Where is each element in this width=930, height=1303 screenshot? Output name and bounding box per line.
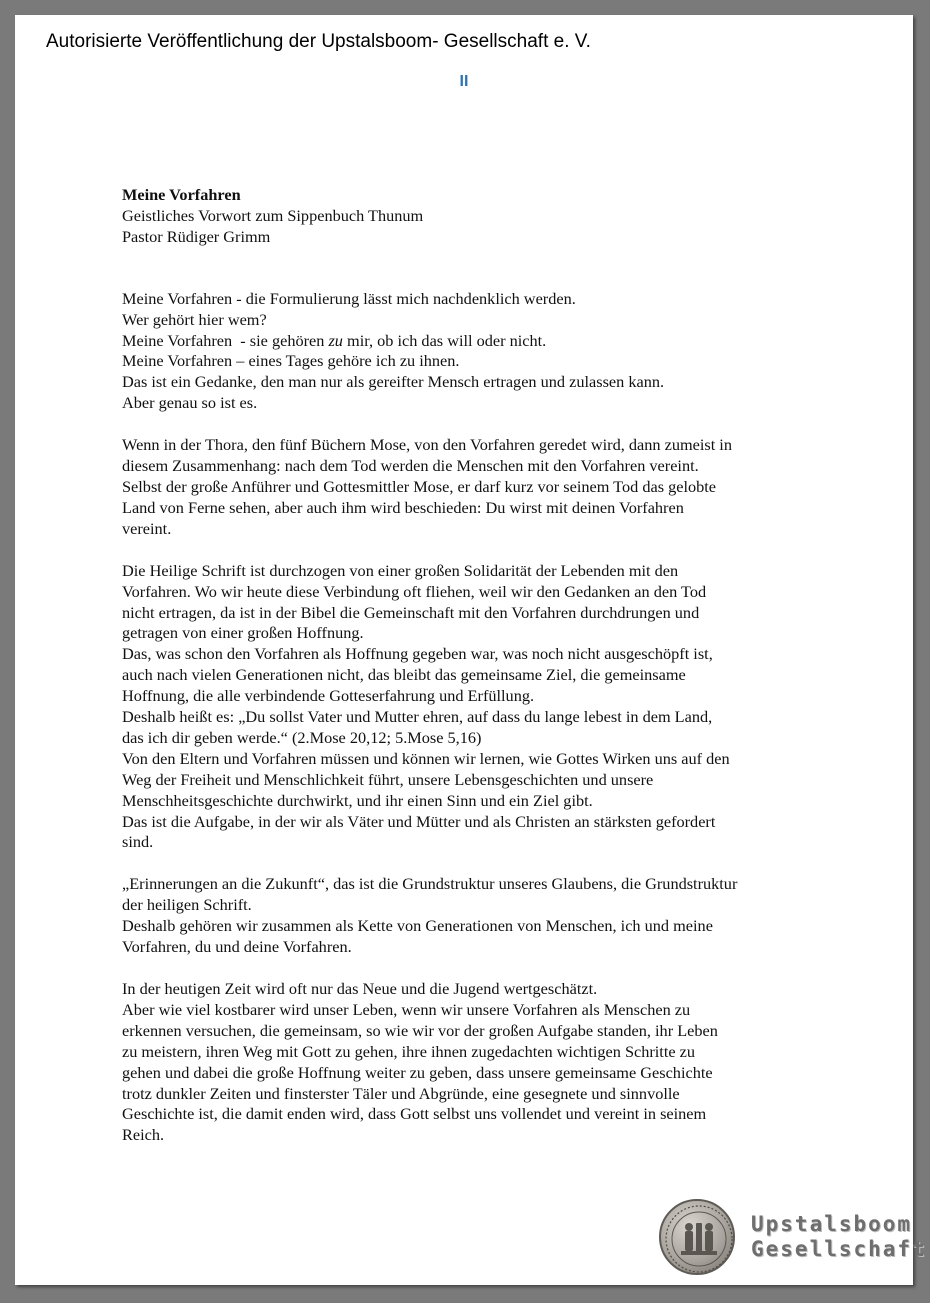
text-line: Land von Ferne sehen, aber auch ihm wird beschieden: Du wirst mit deinen Vorfahren — [122, 497, 684, 517]
text-line: „Erinnerungen an die Zukunft“, das ist die Grundstruktur unseres Glaubens, die Grundstruktur — [122, 874, 738, 894]
text-line: Menschheitsgeschichte durchwirkt, und ihr einen Sinn und ein Ziel gibt. — [122, 790, 593, 810]
logo-wordmark — [751, 1212, 927, 1262]
text-line: zu meistern, ihren Weg mit Gott zu gehen, ihre ihnen zugedachten wichtigen Schritte zu — [122, 1041, 696, 1061]
document-title: Meine Vorfahren — [122, 185, 241, 204]
paragraph-1 — [122, 289, 822, 414]
page-number: II — [459, 73, 469, 90]
document-page — [15, 15, 927, 1285]
publisher-header: Autorisierte Veröffentlichung der Upstalsboom- Gesellschaft e. V. — [46, 31, 591, 52]
text-line: Von den Eltern und Vorfahren müssen und können wir lernen, wie Gottes Wirken uns auf den — [122, 748, 730, 768]
text-line: getragen von einer großen Hoffnung. — [122, 623, 364, 643]
text-line: Reich. — [122, 1125, 165, 1145]
text-line: Das ist die Aufgabe, in der wir als Väter und Mütter und als Christen an stärksten gefordert — [122, 811, 716, 831]
text-line: Vorfahren. Wo wir heute diese Verbindung oft fliehen, weil wir den Gedanken an den Tod — [122, 581, 707, 601]
text-line: nicht ertragen, da ist in der Bibel die Gemeinschaft mit den Vorfahren durchdrungen und — [122, 602, 700, 622]
text-line: vereint. — [122, 518, 172, 538]
document-body — [122, 185, 822, 1146]
text-line: Wer gehört hier wem? — [122, 309, 267, 329]
text-line: erkennen versuchen, die gemeinsam, so wie wir vor der großen Aufgabe standen, ihr Leben — [122, 1020, 718, 1040]
text-line: Geschichte ist, die damit enden wird, dass Gott selbst uns vollendet und vereint in seinem — [122, 1104, 707, 1124]
text-line: das ich dir geben werde.“ (2.Mose 20,12; 5.Mose 5,16) — [122, 727, 482, 747]
text-line: Weg der Freiheit und Menschlichkeit führt, unsere Lebensgeschichten und unsere — [122, 769, 654, 789]
text-line: Aber genau so ist es. — [122, 393, 258, 413]
paragraph-4 — [122, 874, 822, 958]
text-line: Das, was schon den Vorfahren als Hoffnung gegeben war, was noch nicht ausgeschöpft ist, — [122, 644, 713, 664]
logo-line-1: Upstalsboom — [751, 1212, 913, 1236]
logo-line-2: Gesellschaft — [751, 1237, 927, 1261]
text-line: Wenn in der Thora, den fünf Büchern Mose, von den Vorfahren geredet wird, dann zumeist in — [122, 435, 732, 455]
text-line: Aber wie viel kostbarer wird unser Leben, wenn wir unsere Vorfahren als Menschen zu — [122, 999, 691, 1019]
paragraph-5 — [122, 979, 822, 1146]
document-author: Pastor Rüdiger Grimm — [122, 226, 271, 246]
text-line: Das ist ein Gedanke, den man nur als gereifter Mensch ertragen und zulassen kann. — [122, 372, 665, 392]
society-logo — [659, 1198, 927, 1278]
text-line: der heiligen Schrift. — [122, 895, 252, 915]
text-line: Vorfahren, du und deine Vorfahren. — [122, 937, 352, 957]
text-line: Deshalb gehören wir zusammen als Kette von Generationen von Menschen, ich und meine — [122, 916, 713, 936]
emphasis: zu — [328, 330, 343, 350]
text-line: Deshalb heißt es: „Du sollst Vater und Mutter ehren, auf dass du lange lebest in dem Land, — [122, 707, 713, 727]
text-line: auch nach vielen Generationen nicht, das bleibt das gemeinsame Ziel, die gemeinsame — [122, 665, 686, 685]
text-line: Die Heilige Schrift ist durchzogen von einer großen Solidarität der Lebenden mit den — [122, 560, 679, 580]
text-line: gehen und dabei die große Hoffnung weiter zu geben, dass unsere gemeinsame Geschichte — [122, 1062, 713, 1082]
text-line: Meine Vorfahren - sie gehören zu mir, ob ich das will oder nicht. — [122, 330, 547, 350]
text-line: Meine Vorfahren – eines Tages gehöre ich zu ihnen. — [122, 351, 460, 371]
text-line: diesem Zusammenhang: nach dem Tod werden die Menschen mit den Vorfahren vereint. — [122, 456, 699, 476]
paragraph-3 — [122, 561, 822, 854]
seal-icon — [659, 1199, 735, 1275]
text-line: Selbst der große Anführer und Gottesmittler Mose, er darf kurz vor seinem Tod das gelobte — [122, 476, 717, 496]
text-line: Hoffnung, die alle verbindende Gotteserfahrung und Erfüllung. — [122, 686, 535, 706]
text-line: sind. — [122, 832, 154, 852]
document-subtitle: Geistliches Vorwort zum Sippenbuch Thunum — [122, 205, 424, 225]
text-line: In der heutigen Zeit wird oft nur das Neue und die Jugend wertgeschätzt. — [122, 979, 598, 998]
paragraph-2 — [122, 435, 822, 540]
text-line: Meine Vorfahren - die Formulierung lässt mich nachdenklich werden. — [122, 288, 576, 308]
text-line: trotz dunkler Zeiten und finsterster Täler und Abgründe, eine gesegnete und sinnvolle — [122, 1083, 680, 1103]
